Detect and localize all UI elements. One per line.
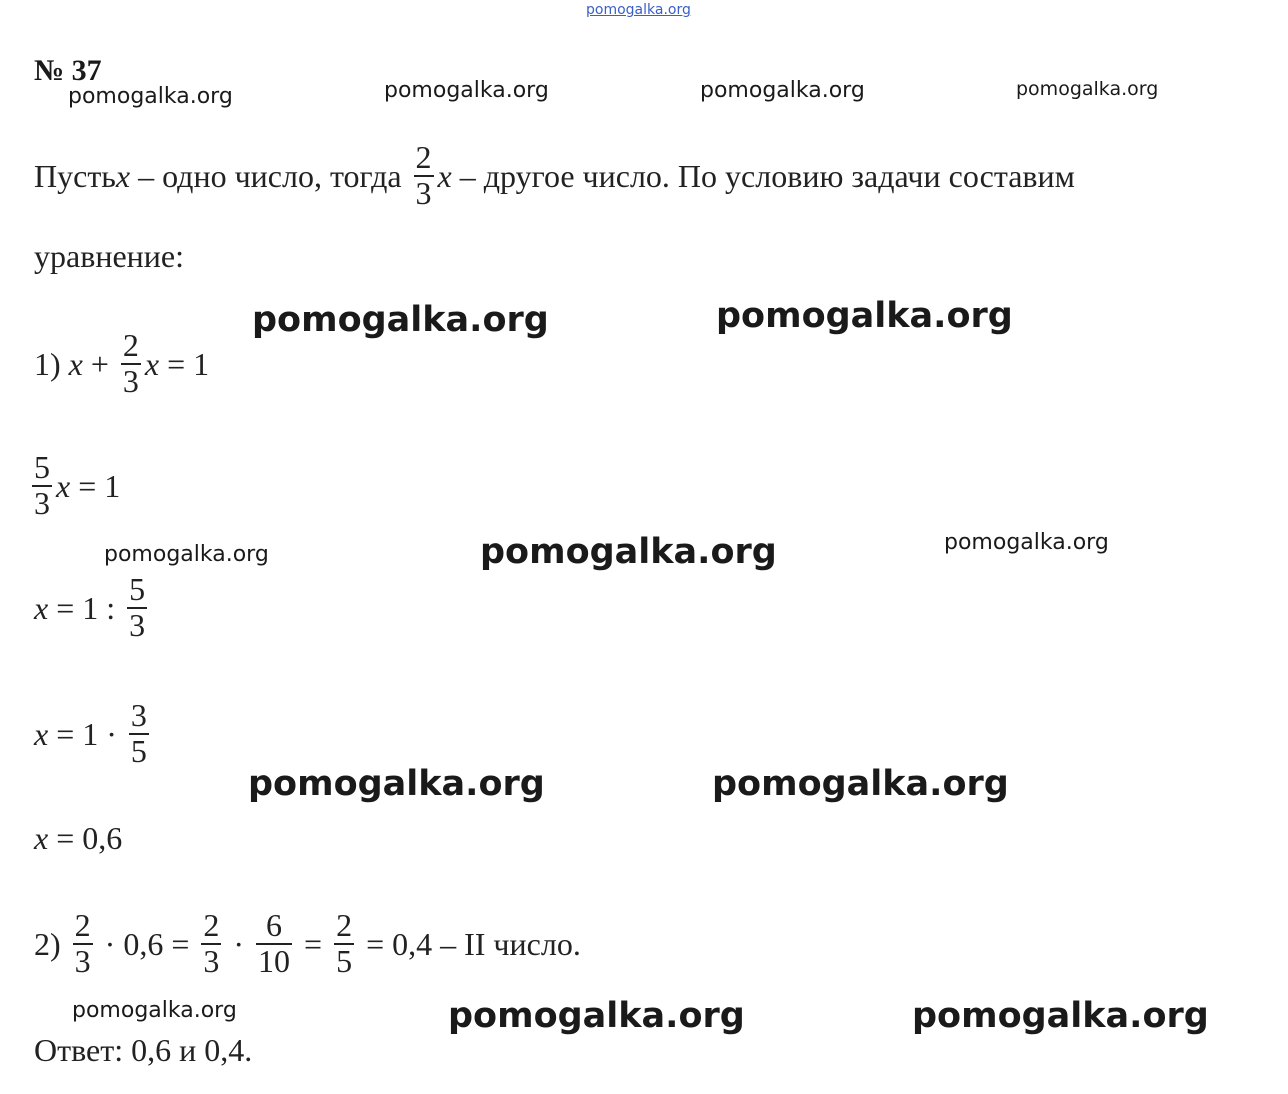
problem-number: № 37	[34, 54, 102, 87]
intro-line	[34, 138, 1075, 214]
fraction-denominator: 3	[129, 607, 146, 643]
equation-step-6	[34, 906, 581, 982]
variable-x: x	[144, 345, 160, 382]
equation-step-4	[34, 696, 153, 772]
equation-rhs: = 1	[70, 467, 121, 504]
fraction	[201, 909, 221, 978]
equation-result: = 0,4 – II число.	[358, 925, 581, 962]
watermark: pomogalka.org	[912, 996, 1209, 1036]
fraction-numerator: 2	[203, 907, 220, 944]
equation-step-5	[34, 818, 122, 858]
variable-x: x	[437, 157, 452, 194]
variable-x: x	[34, 819, 49, 856]
fraction	[32, 451, 52, 520]
fraction-numerator: 6	[256, 909, 292, 945]
intro-text-1: Пусть	[34, 157, 116, 194]
watermark: pomogalka.org	[68, 84, 233, 109]
intro-text-2: – одно число, тогда	[130, 157, 410, 194]
intro-line-2: уравнение:	[34, 238, 184, 274]
fraction	[127, 573, 147, 642]
watermark: pomogalka.org	[1016, 78, 1159, 100]
variable-x: x	[34, 589, 49, 626]
equation-middle: = 1 :	[48, 589, 124, 626]
fraction-denominator: 10	[258, 943, 291, 979]
watermark: pomogalka.org	[700, 78, 865, 103]
watermark-top-link[interactable]: pomogalka.org	[586, 2, 691, 18]
equation-step-2	[32, 448, 120, 524]
fraction	[129, 699, 149, 768]
variable-x: x	[115, 157, 131, 194]
fraction-denominator: 3	[415, 175, 432, 211]
fraction	[121, 329, 141, 398]
fraction	[334, 909, 354, 978]
fraction-numerator: 3	[130, 697, 147, 734]
equation-rhs: = 0,6	[48, 819, 123, 856]
fraction-numerator: 2	[415, 139, 432, 176]
watermark: pomogalka.org	[944, 530, 1109, 555]
watermark: pomogalka.org	[104, 542, 269, 567]
fraction-denominator: 3	[203, 943, 220, 979]
fraction-denominator: 3	[34, 485, 50, 521]
variable-x: x	[34, 715, 49, 752]
equation-step-1	[34, 326, 209, 402]
watermark: pomogalka.org	[480, 532, 777, 572]
equation-step-3	[34, 570, 151, 646]
watermark: pomogalka.org	[384, 78, 549, 103]
watermark: pomogalka.org	[72, 998, 237, 1023]
operator-plus: +	[82, 345, 117, 382]
watermark: pomogalka.org	[712, 764, 1009, 804]
fraction	[73, 909, 93, 978]
watermark: pomogalka.org	[252, 300, 549, 340]
equation-middle: = 1 ·	[48, 715, 125, 752]
fraction-denominator: 5	[130, 733, 147, 769]
watermark: pomogalka.org	[716, 296, 1013, 336]
equation-rhs: = 1	[159, 345, 210, 382]
intro-text-3: – другое число. По условию задачи составим	[451, 157, 1075, 194]
fraction-numerator: 2	[122, 327, 139, 364]
equation-middle: · 0,6 =	[96, 925, 198, 962]
fraction	[256, 909, 292, 978]
watermark: pomogalka.org	[248, 764, 545, 804]
answer: Ответ: 0,6 и 0,4.	[34, 1032, 253, 1068]
fraction-numerator: 5	[34, 449, 50, 486]
operator-dot: ·	[225, 925, 253, 962]
fraction-numerator: 2	[74, 907, 91, 944]
watermark: pomogalka.org	[448, 996, 745, 1036]
variable-x: x	[68, 345, 83, 382]
step-label: 1)	[34, 345, 69, 382]
fraction-numerator: 2	[336, 907, 353, 944]
operator-equals: =	[296, 925, 331, 962]
fraction-denominator: 3	[122, 363, 139, 399]
variable-x: x	[56, 467, 71, 504]
step-label: 2)	[34, 925, 69, 962]
fraction	[414, 141, 434, 210]
fraction-denominator: 3	[74, 943, 91, 979]
fraction-numerator: 5	[129, 571, 146, 608]
fraction-denominator: 5	[336, 943, 353, 979]
